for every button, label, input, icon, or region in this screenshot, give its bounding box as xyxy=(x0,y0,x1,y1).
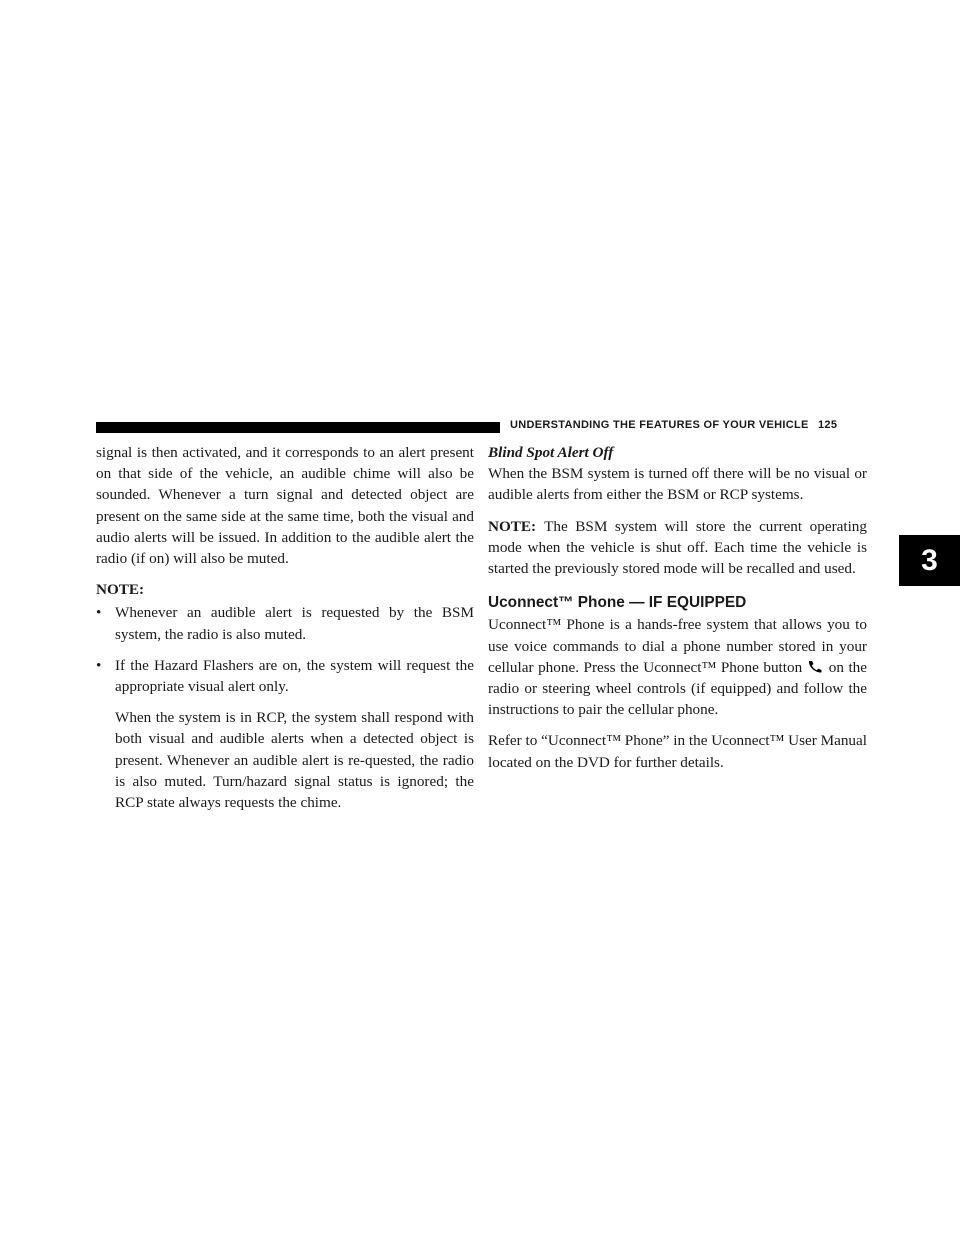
paragraph: When the BSM system is turned off there will be no visual or audible alerts from either the BSM or RCP systems. xyxy=(488,465,867,504)
chapter-number: 3 xyxy=(921,543,938,577)
header-rule xyxy=(96,422,500,433)
list-item xyxy=(96,602,474,644)
section-heading: Uconnect™ Phone — IF EQUIPPED xyxy=(488,594,747,612)
paragraph xyxy=(488,614,867,720)
note-text: The BSM system will store the current operating mode when the vehicle is shut off. Each time the vehicle is started the previously stored mode will be recalled and used. xyxy=(488,517,867,578)
section-title: UNDERSTANDING THE FEATURES OF YOUR VEHICLE xyxy=(510,419,809,431)
note-label: NOTE: xyxy=(488,517,537,535)
bullet-list xyxy=(96,602,474,697)
paragraph: Refer to “Uconnect™ Phone” in the Uconnect™ User Manual located on the DVD for further details. xyxy=(488,732,867,771)
subheading: Blind Spot Alert Off xyxy=(488,444,614,461)
left-column xyxy=(96,442,474,813)
chapter-tab xyxy=(899,535,960,586)
paragraph: signal is then activated, and it corresponds to an alert present on that side of the vehicle, an audible chime will also be sounded. Whenever a turn signal and detected object are present on the same side at the same time, both the visual and audio alerts will be issued. In addition to the audible alert the radio (if on) will also be muted. xyxy=(96,444,474,568)
list-item xyxy=(96,655,474,697)
running-header xyxy=(510,419,866,431)
list-item-text: Whenever an audible alert is requested by the BSM system, the radio is also muted. xyxy=(115,604,474,643)
bullet-glyph: • xyxy=(96,604,102,622)
right-column xyxy=(488,442,867,773)
paragraph-text: Uconnect™ Phone is a hands-free system that allows you to use voice commands to dial a phone number stored in your cellular phone. Press the Uconnect™ Phone button xyxy=(488,616,867,676)
note-label: NOTE: xyxy=(96,581,145,599)
paragraph-text: on the radio or steering wheel controls (if equipped) and follow the instructions to pair the cellular phone. xyxy=(488,658,867,719)
indented-paragraph: When the system is in RCP, the system shall respond with both visual and audible alerts when a detected object is present. Whenever an audible alert is re-quested, the radio is also muted. Turn/hazard signal status is ignored; the RCP state always requests the chime. xyxy=(115,709,474,812)
list-item-text: If the Hazard Flashers are on, the system will request the appropriate visual alert only. xyxy=(115,656,474,696)
note-paragraph xyxy=(488,516,867,580)
bullet-glyph: • xyxy=(96,656,102,674)
page-number: 125 xyxy=(817,419,838,431)
phone-icon xyxy=(807,660,823,673)
